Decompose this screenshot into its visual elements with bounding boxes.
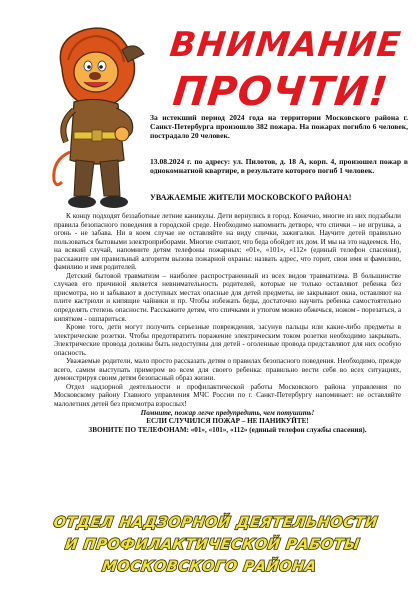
footer-department-name bbox=[35, 512, 389, 578]
greeting-heading: УВАЖАЕМЫЕ ЖИТЕЛИ МОСКОВСКОГО РАЙОНА! bbox=[150, 193, 352, 202]
paragraph-3: Кроме того, дети могут получить серьезные повреждения, засунув пальцы или какие-либо предметы в электрические розетки. Чтобы предотвратить поражение электрическим током розетки необходимо закрывать. Электрические провода должны быть недоступны для детей - оголенные провода представляют для них особую опасность. bbox=[54, 323, 401, 357]
incident-paragraph: 13.08.2024 г. по адресу: ул. Пилотов, д. 18 А, корп. 4, произошел пожар в однокомнатной квартире, в результате которого погиб 1 человек. bbox=[150, 157, 408, 176]
footer-line-1: ОТДЕЛ НАДЗОРНОЙ ДЕЯТЕЛЬНОСТИ bbox=[52, 515, 379, 531]
statistics-paragraph: За истекший период 2024 года на территории Московского района г. Санкт-Петербурга произошло 382 пожара. На пожарах погибло 6 человек, пострадало 20 человек. bbox=[150, 113, 408, 141]
closing-reminder: Помните, пожар легче предупредить, чем потушить! bbox=[140, 408, 315, 417]
footer-line-2: И ПРОФИЛАКТИЧЕСКОЙ РАБОТЫ bbox=[64, 537, 361, 553]
title-line-1: ВНИМАНИЕ bbox=[167, 25, 404, 65]
page-title bbox=[146, 25, 419, 115]
closing-phones: ЗВОНИТЕ ПО ТЕЛЕФОНАМ: «01», «101», «112» (единый телефон службы спасения). bbox=[88, 425, 367, 434]
closing-alert: ЕСЛИ СЛУЧИЛСЯ ПОЖАР – НЕ ПАНИКУЙТЕ! bbox=[146, 417, 309, 426]
footer-line-3: МОСКОВСКОГО РАЙОНА bbox=[101, 559, 318, 575]
title-line-2: ПРОЧТИ! bbox=[170, 69, 391, 115]
article-body bbox=[54, 212, 401, 434]
lion-firefighter-mascot-icon bbox=[44, 20, 148, 220]
paragraph-1: К концу подходят беззаботные летние каникулы. Дети вернулись в город. Конечно, многие из них подзабыли правила безопасного поведения в городской среде. Необходимо напомнить детворе, что спички – не игрушка, а огонь - не забава. Ни в коем случае не оставляйте на виду спички, зажигалки. Научите детей правильно пользоваться бытовыми электроприборами. Многие считают, что беда обойдет их дом. И мы на это надеемся. Но, на всякий случай, напомните детям телефоны пожарных: «01», «101», «112» (единый телефон спасения), расскажите им правильный алгоритм вызова пожарной охраны: назвать адрес, что горит, свои имя и фамилию, фамилию и имя родителей. bbox=[54, 212, 401, 272]
paragraph-5: Отдел надзорной деятельности и профилактической работы Московского района управления по Московскому району Главного управления МЧС России по г. Санкт-Петербургу напоминает: не оставляйте малолетних детей без присмотра взрослых! bbox=[54, 382, 401, 409]
paragraph-2: Детский бытовой травматизм – наиболее распространенный из всех видов травматизма. В большинстве случаев его причиной является невнимательность родителей, которые не только оставляют ребенка без присмотра, но и забывают в доступных местах опасные для детей предметы, не закрывают окна, оставляют на плите кастрюли и кипящие чайники и пр. Чтобы избежать беды, достаточно научить ребенка самостоятельно определять степень опасности. Расскажите детям, что спичками и утюгом можно обжечься, ножом - порезаться, а кипятком - ошпариться. bbox=[54, 271, 401, 323]
paragraph-4: Уважаемые родители, мало просто рассказать детям о правилах безопасного поведения. Необходимо, прежде всего, самим выступать примером во всем для своего ребенка: правильно вести себя во всех ситуациях, демонстрируя своим детям безопасный образ жизни. bbox=[54, 357, 401, 383]
